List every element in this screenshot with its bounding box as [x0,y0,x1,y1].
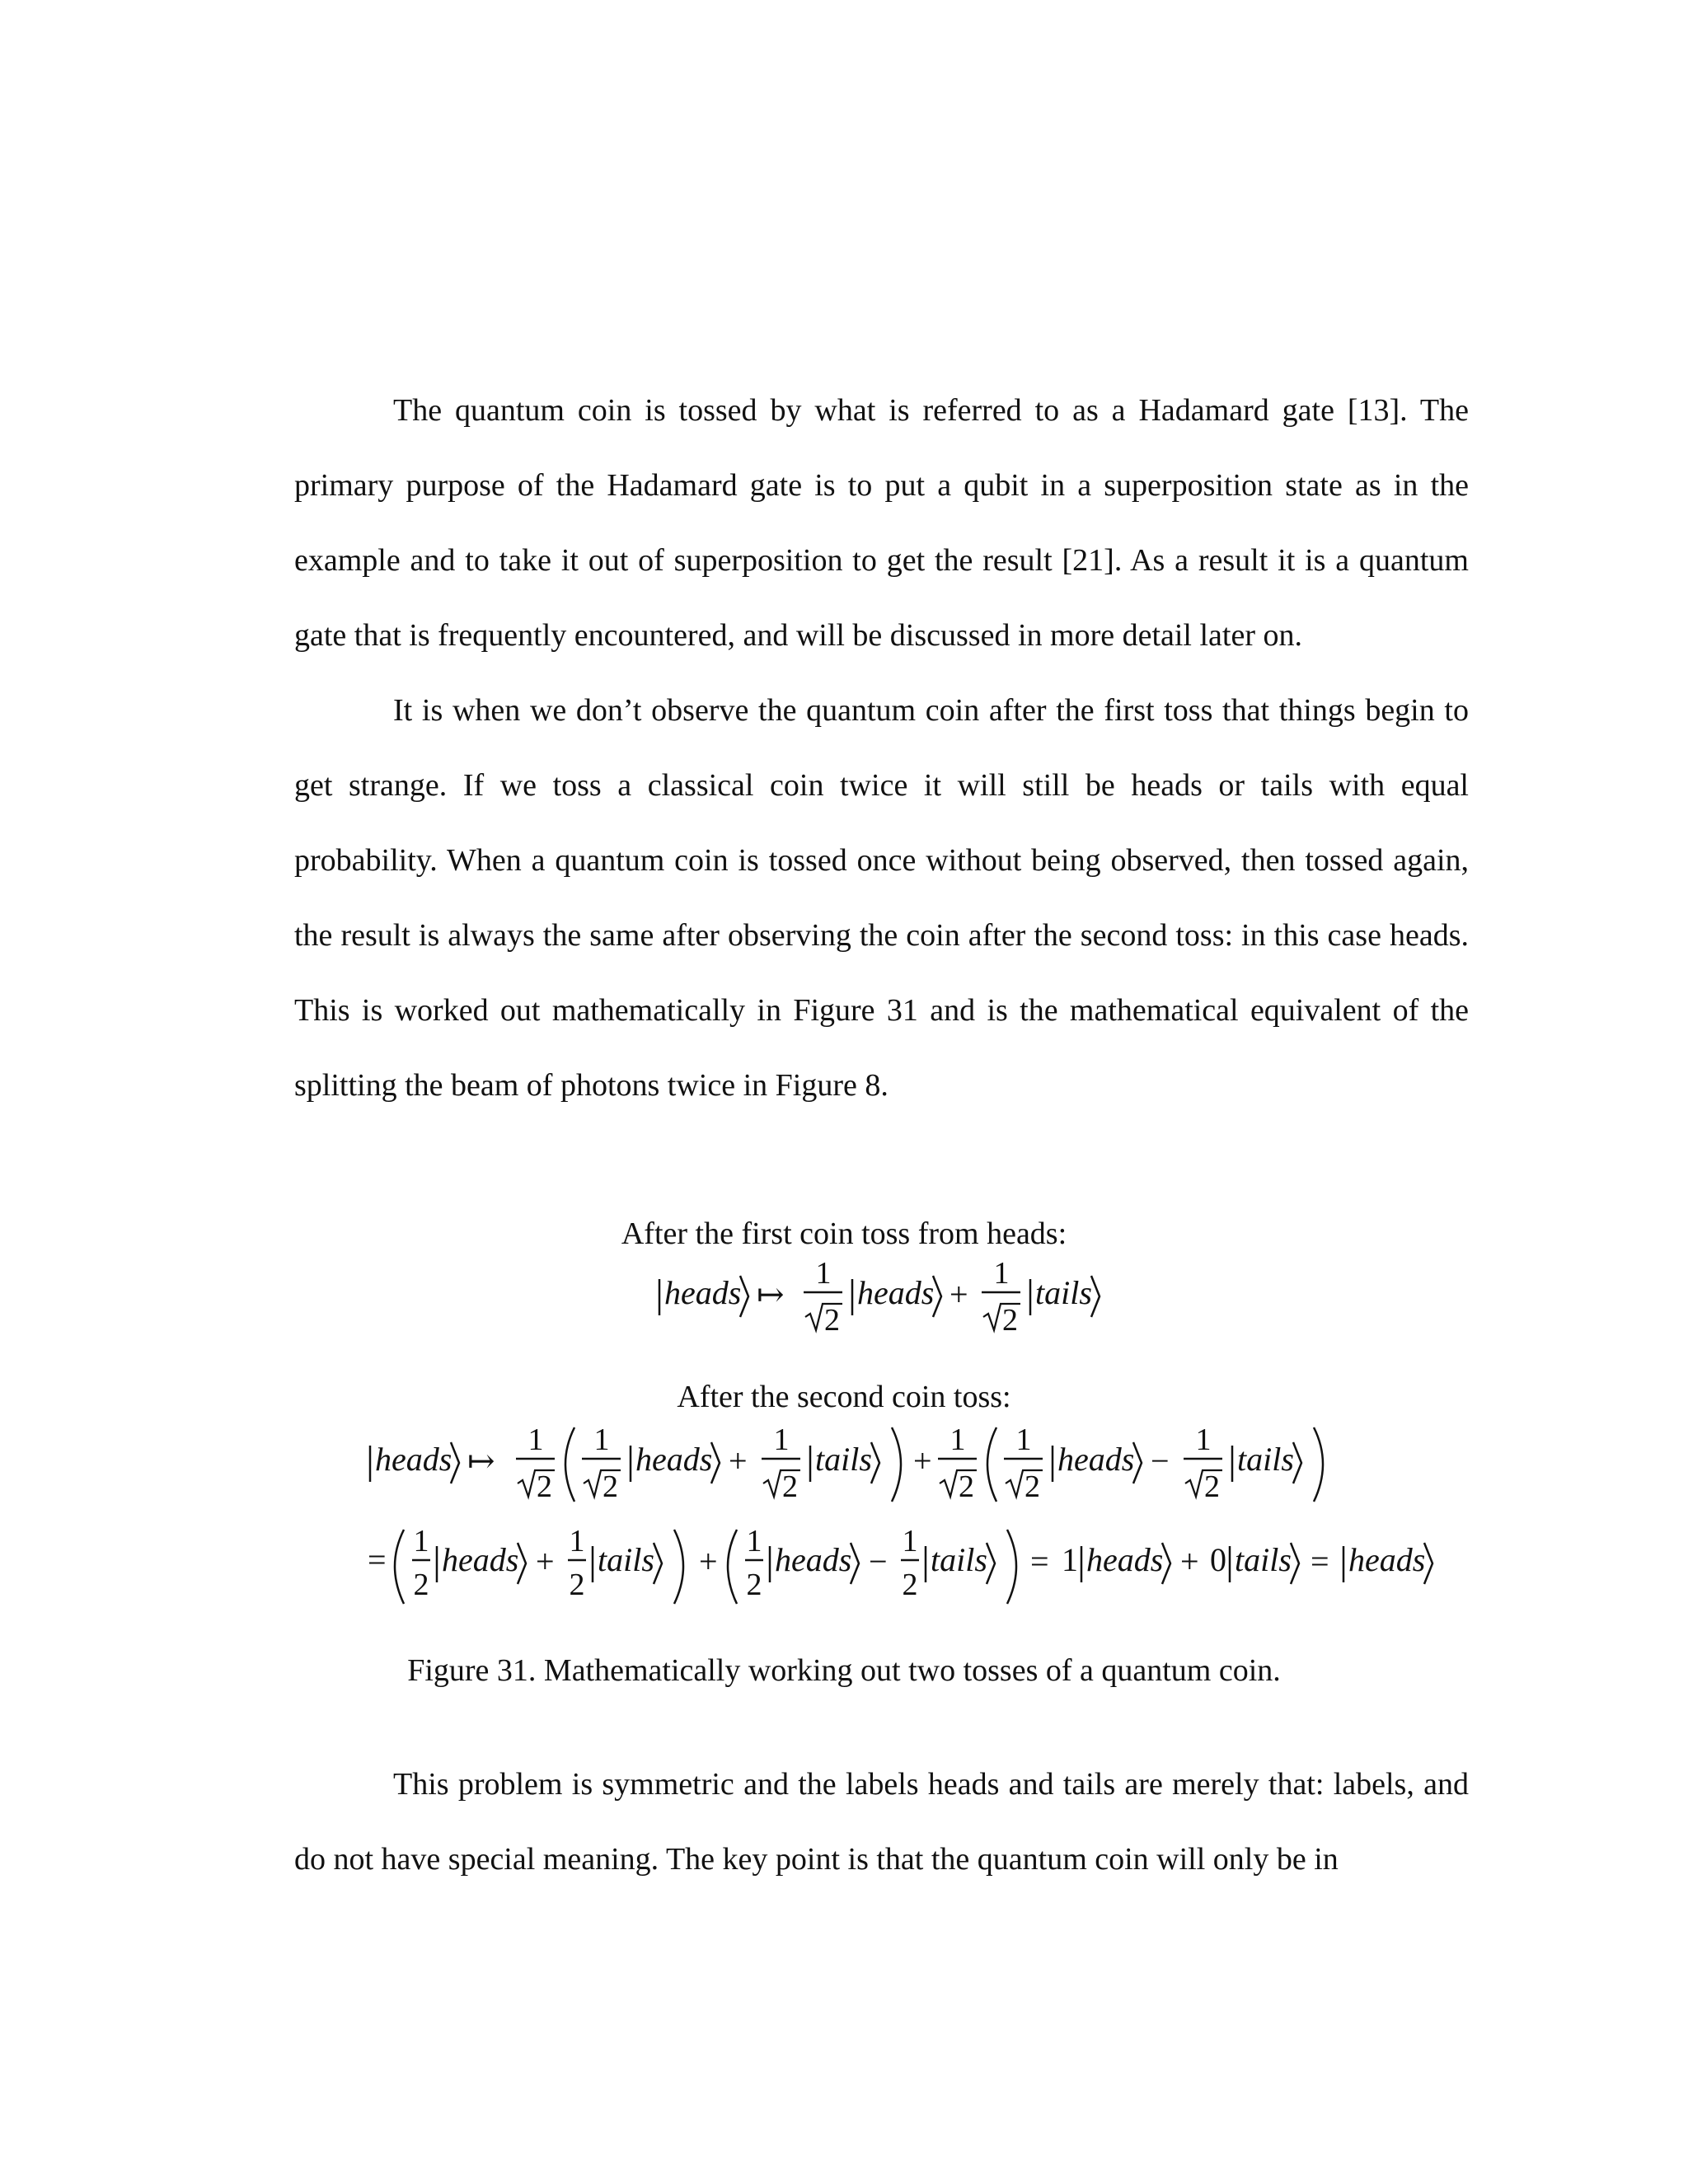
ket-label: tails [1035,1274,1092,1311]
fraction-one-over-root2 [938,1422,977,1504]
denominator: 2 [959,1469,974,1504]
numerator: 1 [593,1422,610,1457]
left-paren [728,1530,737,1604]
left-paren [987,1427,996,1502]
right-paren [892,1427,901,1502]
ket-label: heads [664,1274,742,1311]
ket-heads-result [1343,1541,1432,1584]
right-paren [674,1530,683,1604]
paragraph-2-text: It is when we don’t observe the quantum coin after the first toss that things begin to get strange. If we toss a classical coin twice it will still be heads or tails with equal probability. When a quantum coin is tossed once without being observed, then tossed again, the result is always the same after observing the coin after the second toss: in this case heads. This is worked out mathematically in Figure 31 and is the mathematical equivalent of the splitting the beam of photons twice in Figure 8. [294,693,1469,1103]
fraction-one-over-root2 [1004,1422,1043,1504]
equals-sign: = [1030,1543,1049,1580]
right-paren [1007,1530,1016,1604]
ket-label: tails [931,1541,987,1578]
ket-heads [631,1441,720,1483]
ket-label: tails [815,1441,872,1478]
second-toss-caption: After the second coin toss: [677,1380,1011,1414]
ket-label: heads [1057,1441,1135,1478]
ket-tails [593,1541,662,1584]
fraction-one-half [745,1524,763,1602]
equals-sign: = [368,1541,387,1578]
minus-sign: − [869,1543,888,1580]
fraction-one-half [412,1524,430,1602]
ket-heads [770,1541,859,1584]
plus-sign: + [1180,1543,1199,1580]
denominator: 2 [537,1469,552,1504]
left-paren [395,1530,404,1604]
ket-heads [1053,1441,1142,1483]
denominator: 2 [569,1568,585,1602]
fraction-one-over-root2 [516,1422,555,1504]
fraction-one-over-root2 [762,1422,800,1504]
denominator: 2 [1025,1469,1040,1504]
ket-label: tails [1235,1541,1292,1578]
plus-sign: + [913,1442,932,1479]
figure-caption: Figure 31. Mathematically working out two tosses of a quantum coin. [407,1653,1281,1688]
numerator: 1 [773,1422,790,1457]
numerator: 1 [815,1256,832,1291]
ket-label: tails [1237,1441,1294,1478]
ket-label: heads [635,1441,713,1478]
ket-label: heads [857,1274,935,1311]
numerator: 1 [1015,1422,1032,1457]
numerator: 1 [1195,1422,1212,1457]
paragraph-1-text: The quantum coin is tossed by what is referred to as a Hadamard gate [13]. The primary purpose of the Hadamard gate is to put a qubit in a superposition state as in the example and to take it out of superposition to get the result [21]. As a result it is a quantum gate that is frequently encountered, and will be discussed in more detail later on. [294,393,1469,653]
fraction-one-over-root2 [982,1256,1020,1338]
numerator: 1 [902,1524,918,1558]
denominator: 2 [824,1303,840,1338]
paragraph-1 [294,373,1469,673]
ket-heads [852,1274,941,1317]
fraction-one-over-root2 [804,1256,842,1338]
ket-label: heads [1348,1541,1426,1578]
mapsto-symbol: ↦ [467,1442,495,1479]
fraction-one-half [568,1524,586,1602]
ket-tails [1030,1274,1100,1317]
numerator: 1 [993,1256,1010,1291]
denominator: 2 [782,1469,798,1504]
paragraph-2 [294,673,1469,1123]
plus-sign: + [536,1543,555,1580]
plus-sign: + [950,1276,968,1313]
ket-label: tails [598,1541,654,1578]
fraction-one-over-root2 [582,1422,621,1504]
paragraph-3-text: This problem is symmetric and the labels heads and tails are merely that: labels, and do not have special meaning. The key point is that the quantum coin will only be in [294,1767,1469,1877]
ket-heads-input [659,1274,748,1317]
denominator: 2 [413,1568,429,1602]
ket-tails [810,1441,879,1483]
denominator: 2 [603,1469,618,1504]
ket-label: heads [442,1541,519,1578]
equation-second-toss-line-1 [0,1418,1688,1516]
denominator: 2 [902,1568,918,1602]
fraction-one-half [901,1524,919,1602]
ket-tails [1232,1441,1301,1483]
first-toss-caption: After the first coin toss from heads: [621,1216,1067,1251]
mapsto-symbol: ↦ [757,1276,785,1313]
ket-label: heads [375,1441,452,1478]
plus-sign: + [699,1543,718,1580]
left-paren [565,1427,574,1502]
paragraph-3 [294,1747,1469,1897]
plus-sign: + [729,1442,748,1479]
ket-heads-input [370,1441,459,1483]
equation-second-toss-line-2 [0,1521,1688,1614]
fraction-one-over-root2 [1184,1422,1222,1504]
equals-sign: = [1311,1543,1329,1580]
numerator: 1 [746,1524,762,1558]
ket-tails [1230,1541,1299,1584]
minus-sign: − [1151,1442,1170,1479]
numerator: 1 [569,1524,585,1558]
numerator: 1 [413,1524,429,1558]
equation-first-toss [0,1253,1688,1343]
denominator: 2 [1002,1303,1018,1338]
ket-heads [437,1541,526,1584]
coefficient-one: 1 [1062,1541,1078,1578]
right-paren [1314,1427,1323,1502]
denominator: 2 [746,1568,762,1602]
ket-label: heads [775,1541,852,1578]
ket-tails [926,1541,995,1584]
coefficient-zero: 0 [1210,1541,1226,1578]
denominator: 2 [1204,1469,1220,1504]
ket-label: heads [1086,1541,1164,1578]
ket-heads [1081,1541,1170,1584]
numerator: 1 [528,1422,544,1457]
numerator: 1 [950,1422,966,1457]
